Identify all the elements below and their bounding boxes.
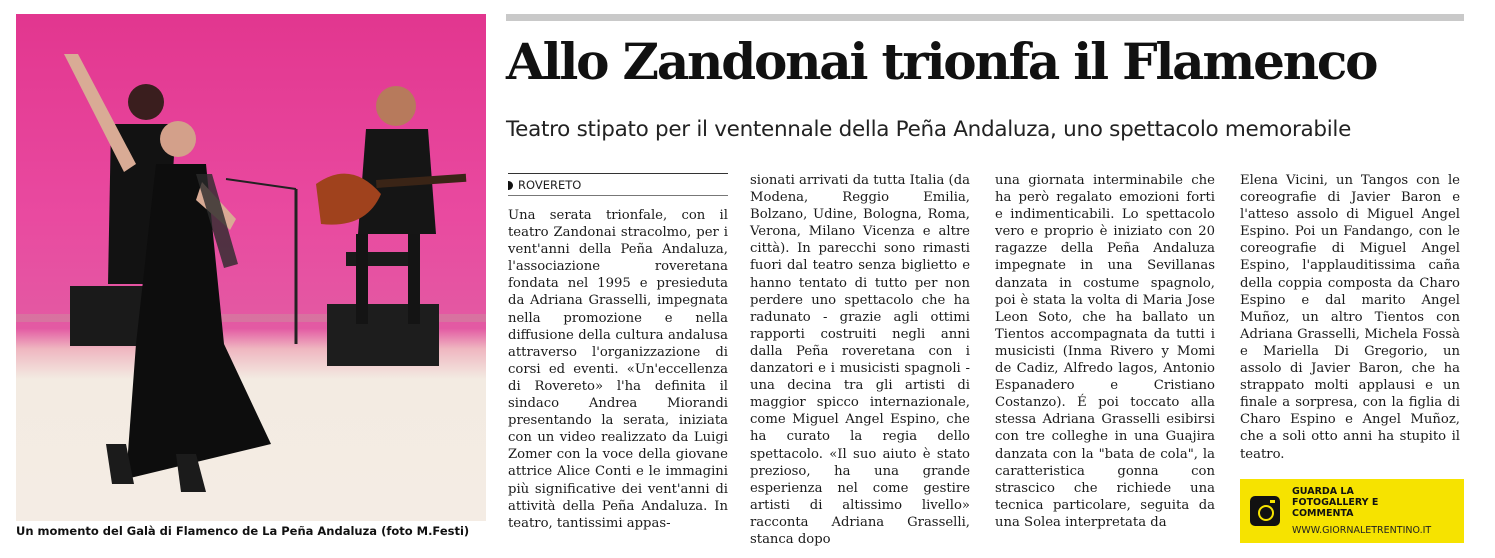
article-column-3 <box>995 172 1215 531</box>
article-headline: Allo Zandonai trionfa il Flamenco <box>506 32 1377 91</box>
article-column-2 <box>750 172 970 548</box>
section-label <box>508 176 728 194</box>
article-column-4-text: Elena Vicini, un Tangos con le coreografie di Javier Baron e l'atteso assolo di Miguel Angel Espino. Poi un Fandango, con le coreografie di Miguel Angel Espino, l'applauditissima caña della coppia composta da Charo Espino e dal marito Angel Muñoz, un altro Tientos con Adriana Grasselli, Michela Fossà e Mariella Di Gregorio, un assolo di Javier Baron, che ha strappato molti applausi e un finale a sorpresa, con la figlia di Charo Espino e Angel Muñoz, che a soli otto anni ha stupito il teatro. <box>1240 173 1460 462</box>
article-column-4 <box>1240 172 1460 463</box>
article-column-3-text: una giornata interminabile che ha però regalato emozioni forti e indimenticabili. Lo spettacolo vero e proprio è iniziato con 20 ragazze della Peña Andaluza impegnate in una Sevillanas danzata in costume spagnolo, poi è stata la volta di Maria Jose Leon Soto, che ha ballato un Tientos accompagnata da tutti i musicisti (Inma Rivero y Momi de Cadiz, Alfredo lagos, Antonio Espanadero e Cristiano Costanzo). É poi toccato alla stessa Adriana Grasselli esibirsi con tre colleghe in una Guajira danzata con la "bata de cola", la caratteristica gonna con strascico che richiede una tecnica particolare, seguita da una Solea interpretata da <box>995 173 1215 530</box>
section-rule-top <box>508 173 728 174</box>
article-subheadline: Teatro stipato per il ventennale della Peña Andaluza, uno spettacolo memorabile <box>506 117 1352 142</box>
section-rule-bottom <box>508 195 728 196</box>
camera-icon <box>1250 496 1280 526</box>
article-column-2-text: sionati arrivati da tutta Italia (da Modena, Reggio Emilia, Bolzano, Udine, Bologna, Roma, Verona, Milano Vicenza e altre città). In parecchi sono rimasti fuori dal teatro senza biglietto e hanno tentato di tutto per non perdere uno spettacolo che ha radunato - grazie agli ottimi rapporti costruiti negli anni dalla Peña roveretana con i danzatori e i musicisti spagnoli - una decina tra gli artisti di maggior spicco internazionale, come Miguel Angel Espino, che ha curato la regia dello spettacolo. «Il suo aiuto è stato prezioso, ha una grande esperienza nel come gestire artisti di altissimo livello» racconta Adriana Grasselli, stanca dopo <box>750 173 970 547</box>
fotogallery-url[interactable]: WWW.GIORNALETRENTINO.IT <box>1292 525 1432 536</box>
article-photo <box>16 14 486 521</box>
photo-caption: Un momento del Galà di Flamenco de La Peña Andaluza (foto M.Festi) <box>16 524 470 538</box>
fotogallery-label: GUARDA LA FOTOGALLERY E COMMENTA <box>1292 486 1379 519</box>
section-name: ROVERETO <box>518 178 582 192</box>
fotogallery-promo-box[interactable] <box>1240 479 1464 543</box>
article-column-1-text: Una serata trionfale, con il teatro Zandonai stracolmo, per i vent'anni della Peña Andaluza, l'associazione roveretana fondata nel 1995 e presieduta da Adriana Grasselli, impegnata nella promozione e nella diffusione della cultura andalusa attraverso l'organizzazione di corsi ed eventi. «Un'eccellenza di Rovereto» l'ha definita il sindaco Andrea Miorandi presentando la serata, iniziata con un video realizzato da Luigi Zomer con la voce della giovane attrice Alice Conti e le immagini più significative dei vent'anni di attività della Peña Andaluza. In teatro, tantissimi appas- <box>508 208 728 531</box>
section-marker-icon <box>508 181 513 190</box>
flamenco-scene-illustration <box>16 14 486 521</box>
header-rule <box>506 14 1464 21</box>
stage-speaker-right <box>327 304 439 366</box>
